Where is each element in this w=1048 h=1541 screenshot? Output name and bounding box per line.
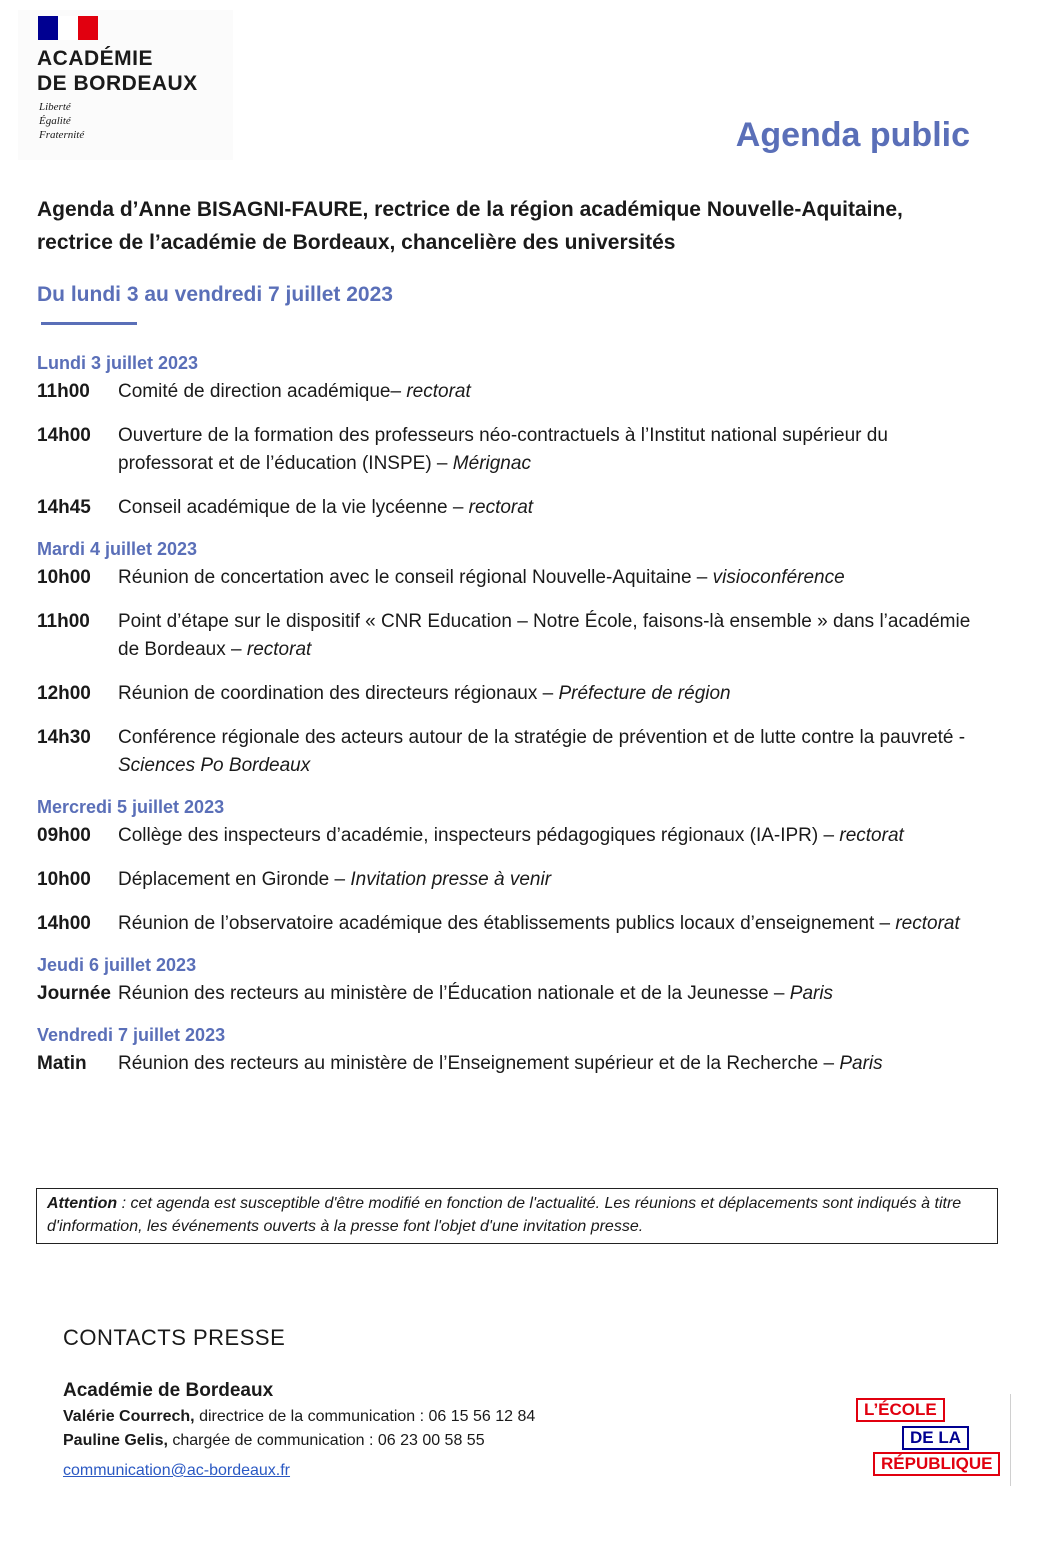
logo-edge-divider [1010, 1394, 1011, 1486]
day-tuesday [37, 538, 977, 780]
agenda-event [37, 680, 977, 708]
document-type-title: Agenda public [735, 116, 970, 154]
day-heading: Mardi 4 juillet 2023 [37, 539, 198, 559]
day-wednesday [37, 796, 977, 938]
event-place: Invitation presse à venir [350, 869, 552, 890]
motto-egalite: Égalité [39, 115, 71, 127]
event-description [118, 822, 977, 850]
republic-motto [39, 100, 84, 142]
event-text: Comité de direction académique– [118, 381, 407, 402]
agenda-event [37, 378, 977, 406]
agenda-event [37, 1050, 977, 1078]
agenda-event [37, 980, 977, 1008]
agenda-event [37, 564, 977, 592]
event-place: rectorat [468, 497, 534, 518]
contact-name: Valérie Courrech, [63, 1408, 195, 1425]
event-time: 14h00 [37, 425, 91, 446]
event-time: 14h30 [37, 727, 91, 748]
agenda-headline: Agenda d’Anne BISAGNI-FAURE, rectrice de la région académique Nouvelle-Aquitaine, rectrice de l’académie de Bordeaux, chancelière des universités [37, 198, 903, 254]
motto-fraternite: Fraternité [39, 129, 85, 141]
event-description [118, 378, 977, 406]
event-place: rectorat [895, 913, 960, 934]
motto-liberte: Liberté [39, 101, 71, 113]
logo-line-de-la: DE LA [902, 1426, 969, 1450]
event-text: Collège des inspecteurs d’académie, inspecteurs pédagogiques régionaux (IA-IPR) – [118, 825, 840, 846]
event-text: Conseil académique de la vie lycéenne – [118, 497, 469, 518]
agenda-event [37, 724, 977, 780]
event-time: 10h00 [37, 869, 91, 890]
event-text: Réunion de l’observatoire académique des établissements publics locaux d’enseignement – [118, 913, 896, 934]
event-time: 11h00 [37, 611, 90, 632]
event-place: rectorat [406, 381, 471, 402]
event-description [118, 564, 977, 592]
agenda-event [37, 422, 977, 478]
agenda-period: Du lundi 3 au vendredi 7 juillet 2023 [37, 283, 393, 306]
event-time: 14h00 [37, 913, 91, 934]
event-place: Paris [789, 983, 834, 1004]
event-description [118, 422, 977, 478]
academy-name-line1: ACADÉMIE [37, 47, 154, 70]
event-description [118, 980, 977, 1008]
day-heading: Lundi 3 juillet 2023 [37, 353, 199, 373]
period-underline [41, 322, 137, 325]
notice-label: Attention [47, 1195, 118, 1212]
event-text: Point d’étape sur le dispositif « CNR Education – Notre École, faisons-là ensemble » dans l’académie de Bordeaux – [118, 611, 971, 660]
agenda-event [37, 608, 977, 664]
event-place: Paris [839, 1053, 883, 1074]
contacts-title: CONTACTS PRESSE [63, 1325, 286, 1350]
agenda-event [37, 866, 977, 894]
event-description [118, 910, 977, 938]
event-description [118, 680, 977, 708]
ecole-de-la-republique-logo [856, 1398, 1011, 1484]
event-description [118, 1050, 977, 1078]
contact-name: Pauline Gelis, [63, 1432, 168, 1449]
event-text: Réunion de concertation avec le conseil régional Nouvelle-Aquitaine – [118, 567, 713, 588]
day-friday [37, 1024, 977, 1078]
event-text: Réunion des recteurs au ministère de l’Éducation nationale et de la Jeunesse – [118, 983, 790, 1004]
academy-name [37, 46, 198, 96]
event-text: Conférence régionale des acteurs autour de la stratégie de prévention et de lutte contre la pauvreté - [118, 727, 966, 748]
event-description [118, 494, 977, 522]
event-description [118, 608, 977, 664]
contacts-organization: Académie de Bordeaux [63, 1380, 274, 1401]
event-text: Ouverture de la formation des professeurs néo-contractuels à l’Institut national supérieur du professorat et de l’éducation (INSPE) – [118, 425, 888, 474]
event-text: Déplacement en Gironde – [118, 869, 351, 890]
marianne-flag-icon [38, 16, 98, 40]
day-heading: Mercredi 5 juillet 2023 [37, 797, 225, 817]
academy-name-line2: DE BORDEAUX [37, 72, 198, 95]
event-place: Mérignac [452, 453, 531, 474]
agenda-event [37, 822, 977, 850]
event-place: rectorat [246, 639, 312, 660]
event-time: 09h00 [37, 825, 91, 846]
event-place: rectorat [839, 825, 904, 846]
event-place: visioconférence [712, 567, 845, 588]
contact-person [63, 1406, 535, 1428]
contact-email-link[interactable]: communication@ac-bordeaux.fr [63, 1462, 291, 1479]
logo-line-ecole: L’ÉCOLE [856, 1398, 945, 1422]
agenda-list [37, 352, 977, 1078]
contact-role: chargée de communication : 06 23 00 58 55 [167, 1432, 485, 1449]
event-description [118, 866, 977, 894]
logo-line-republique: RÉPUBLIQUE [873, 1452, 1000, 1476]
disclaimer-notice [36, 1188, 998, 1244]
event-place: Sciences Po Bordeaux [118, 755, 311, 776]
academy-logo [18, 10, 233, 160]
event-description [118, 724, 977, 780]
agenda-event [37, 494, 977, 522]
day-monday [37, 352, 977, 522]
event-text: Réunion des recteurs au ministère de l’Enseignement supérieur et de la Recherche – [118, 1053, 840, 1074]
event-time: Journée [37, 983, 111, 1004]
contact-role: directrice de la communication : 06 15 56 12 84 [194, 1408, 536, 1425]
event-place: Préfecture de région [558, 683, 731, 704]
day-thursday [37, 954, 977, 1008]
event-time: Matin [37, 1053, 87, 1074]
event-text: Réunion de coordination des directeurs régionaux – [118, 683, 559, 704]
event-time: 11h00 [37, 381, 90, 402]
day-heading: Vendredi 7 juillet 2023 [37, 1025, 226, 1045]
agenda-event [37, 910, 977, 938]
event-time: 10h00 [37, 567, 91, 588]
event-time: 14h45 [37, 497, 91, 518]
day-heading: Jeudi 6 juillet 2023 [37, 955, 197, 975]
contact-person [63, 1430, 485, 1452]
notice-text: : cet agenda est susceptible d'être modifié en fonction de l'actualité. Les réunions et déplacements sont indiqués à titre d'information, les événements ouverts à la presse font l'objet d'une invitation presse. [47, 1195, 962, 1235]
event-time: 12h00 [37, 683, 91, 704]
